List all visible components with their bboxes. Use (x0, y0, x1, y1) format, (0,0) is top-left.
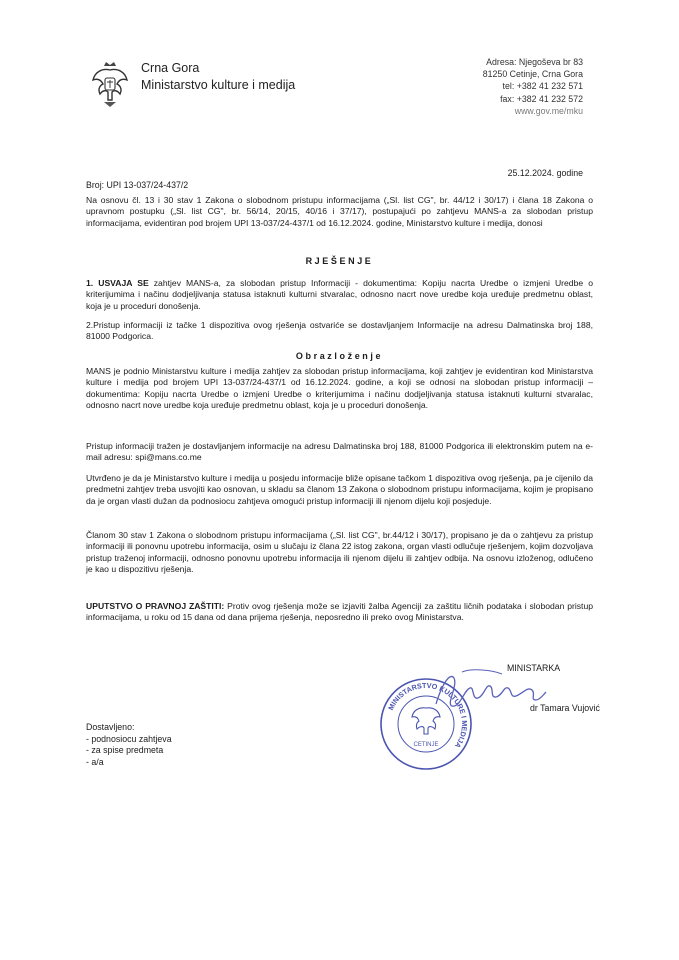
country-name: Crna Gora (141, 61, 200, 75)
address-line: Adresa: Njegoševa br 83 (486, 57, 583, 67)
decision-item-1-text: zahtjev MANS-a, za slobodan pristup Informaciji - dokumentima: Kopiju nacrta Uredbe o izmjeni Uredbe o kriterijumima i načinu dodjeljivanja statusa istaknuti kulturni stvaralac, odnosno nacrt nove uredbe koja uređuje predmetnu oblast, koja je u proceduri donošenja. (86, 278, 593, 311)
address-line: 81250 Cetinje, Crna Gora (482, 69, 583, 80)
delivery-item: - podnosiocu zahtjeva (86, 733, 172, 744)
delivery-label: Dostavljeno: (86, 722, 135, 732)
delivery-list (86, 722, 172, 768)
legal-remedy-text: Protiv ovog rješenja može se izjaviti žalba Agenciji za zaštitu ličnih podataka i slobodan pristup informacijama, u roku od 15 dana od dana prijema rješenja, neposredno ili preko ovog Ministarstva. (86, 601, 594, 623)
ministry-name: Ministarstvo kulture i medija (141, 78, 296, 92)
decision-item-1-lead: 1. USVAJA SE (86, 278, 149, 288)
legal-remedy (86, 601, 593, 624)
decision-item-1 (86, 278, 593, 312)
stamp-city: CETINJE (413, 742, 439, 748)
website-link[interactable]: www.gov.me/mku (514, 105, 583, 116)
reference-number: Broj: UPI 13-037/24-437/2 (86, 180, 189, 190)
reasoning-paragraph-1: MANS je podnio Ministarstvu kulture i medija zahtjev za slobodan pristup informacijama, koji zahtjev je evidentiran kod Ministarstva kulture i medija pod brojem UPI 13-037/24-437/1 od 16.12.2024. godine, a koji se odnosi na slobodan pristup informaciji – dokumentima: Kopiju nacrta Uredbe o izmjeni Uredbe o kriterijumima i načinu dodjeljivanja statusa istaknuti kulturni stvaralac, odnosno nacrt nove uredbe koja uređuje predmetnu oblast, koja je u proceduri donošenja. (86, 366, 593, 411)
legal-remedy-lead: UPUTSTVO O PRAVNOJ ZAŠTITI: (86, 601, 225, 611)
address-block (483, 56, 583, 117)
coat-of-arms-icon (90, 60, 130, 110)
decision-item-2: 2.Pristup informaciji iz tačke 1 dispozitiva ovog rješenja ostvariće se dostavljanjem Informacije na adresu Dalmatinska broj 188, 81000 Podgorica. (86, 320, 593, 342)
document-date: 25.12.2024. godine (507, 168, 583, 178)
reasoning-paragraph-4: Članom 30 stav 1 Zakona o slobodnom pristupu informacijama („Sl. list CG", br.44/12 i 30/17), propisano je da o zahtjevu za pristup informaciji ili ponovnu upotrebu informacija, osim u slučaju iz člana 22 istog zakona, organ vlasti odlučuje rješenjem, kojim dozvoljava pristup traženoj informaciji, odnosno ponovnu upotrebu informacija ili njenom dijelu ili zahtjev odbija. Na osnovu izloženog, odlučeno je kao u dispozitivu rješenja. (86, 530, 593, 575)
signatory-role: MINISTARKA (507, 663, 561, 673)
delivery-item: - a/a (86, 756, 104, 767)
delivery-item: - za spise predmeta (86, 745, 164, 755)
stamp-ring-text: MINISTARSTVO KULTURE I MEDIJA (386, 680, 470, 750)
fax-line: fax: +382 41 232 572 (500, 93, 583, 104)
decision-title: RJEŠENJE (305, 256, 374, 266)
reasoning-paragraph-3: Utvrđeno je da je Ministarstvo kulture i medija u posjedu informacije bliže opisane tačkom 1 dispozitiva ovog rješenja, pa je cijenilo da predmetni zahtjev treba usvojiti kao osnovan, u skladu sa članom 13 Zakona o slobodnom pristupu informacijama, kojim je propisano da je organ vlasti dužan da podnosiocu zahtjeva omogući pristup informaciji ili njenom dijelu koji posjeduje. (86, 473, 593, 506)
reasoning-paragraph-2: Pristup informaciji tražen je dostavljanjem informacije na adresu Dalmatinska broj 188, 81000 Podgorica ili elektronskim putem na e-mail adresu: spi@mans.co.me (86, 441, 593, 463)
signatory-name: dr Tamara Vujović (530, 703, 600, 713)
intro-paragraph: Na osnovu čl. 13 i 30 stav 1 Zakona o slobodnom pristupu informacijama („Sl. list CG", br. 44/12 i 30/17) i člana 18 Zakona o upravnom postupku („Sl. list CG", br. 56/14, 20/15, 40/16 i 37/17), postupajući po zahtjevu MANS-a za slobodan pristup informacijama, evidentiran pod brojem UPI 13-037/24-437/1 od 16.12.2024. godine, Ministarstvo kulture i medija, donosi (86, 195, 593, 228)
phone-line: tel: +382 41 232 571 (502, 81, 583, 92)
reasoning-title: Obrazloženje (295, 351, 384, 361)
ministry-header (141, 60, 295, 94)
